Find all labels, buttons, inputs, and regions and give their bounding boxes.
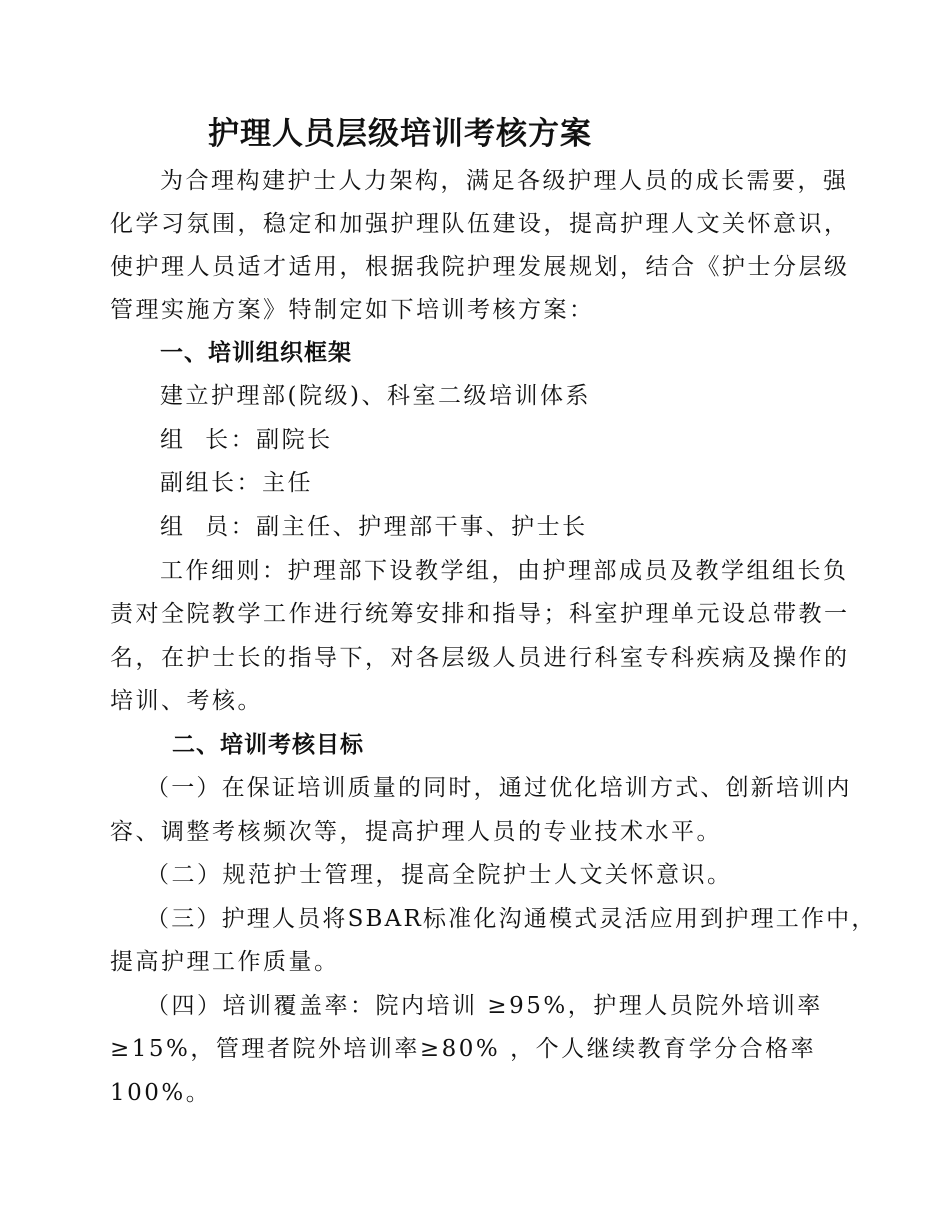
detail-line: 培训、考核。	[110, 688, 263, 714]
section-line: 副组长：主任	[160, 470, 313, 496]
section-heading: 二、培训考核目标	[172, 732, 364, 758]
section-line: 组 员：副主任、护理部干事、护士长	[160, 514, 588, 540]
section-line: 组 长：副院长	[160, 427, 333, 453]
goal-line: （一）在保证培训质量的同时，通过优化培训方式、创新培训内	[146, 775, 852, 801]
goal-line: （四）培训覆盖率：院内培训 ≥95%，护理人员院外培训率	[146, 993, 823, 1019]
goal-line: 100%。	[110, 1080, 212, 1106]
goal-line: （三）护理人员将SBAR标准化沟通模式灵活应用到护理工作中，	[146, 906, 877, 932]
intro-line: 为合理构建护士人力架构，满足各级护理人员的成长需要，强	[160, 168, 849, 194]
detail-line: 名，在护士长的指导下，对各层级人员进行科室专科疾病及操作的	[110, 645, 850, 671]
goal-line: ≥15%，管理者院外培训率≥80% ，个人继续教育学分合格率	[110, 1036, 817, 1062]
document-title: 护理人员层级培训考核方案	[208, 116, 592, 152]
goal-line: （二）规范护士管理，提高全院护士人文关怀意识。	[146, 862, 733, 888]
intro-line: 化学习氛围，稳定和加强护理队伍建设，提高护理人文关怀意识，	[110, 211, 850, 237]
goal-line: 容、调整考核频次等，提高护理人员的专业技术水平。	[110, 819, 722, 845]
goal-line: 提高护理工作质量。	[110, 949, 340, 975]
detail-line: 工作细则：护理部下设教学组，由护理部成员及教学组组长负	[160, 558, 849, 584]
detail-line: 责对全院教学工作进行统筹安排和指导；科室护理单元设总带教一	[110, 601, 850, 627]
section-line: 建立护理部(院级)、科室二级培训体系	[160, 383, 591, 409]
intro-line: 管理实施方案》特制定如下培训考核方案：	[110, 297, 595, 323]
intro-line: 使护理人员适才适用，根据我院护理发展规划，结合《护士分层级	[110, 254, 850, 280]
section-heading: 一、培训组织框架	[160, 340, 352, 366]
